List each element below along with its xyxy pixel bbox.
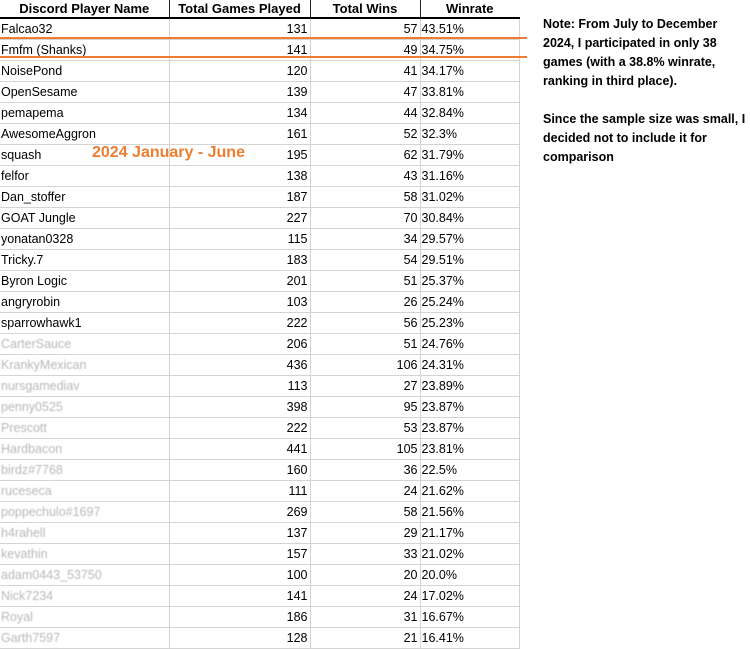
cell-winrate[interactable]: 20.0%	[420, 565, 519, 586]
cell-winrate[interactable]: 31.16%	[420, 166, 519, 187]
cell-total-wins[interactable]: 26	[310, 292, 420, 313]
table-row	[0, 334, 519, 355]
cell-player-name[interactable]: Hardbacon	[0, 439, 169, 460]
header-row	[0, 0, 519, 18]
cell-winrate[interactable]: 30.84%	[420, 208, 519, 229]
cell-player-name[interactable]: felfor	[0, 166, 169, 187]
cell-total-games[interactable]: 186	[169, 607, 310, 628]
note-paragraph-1: Note: From July to December 2024, I participated in only 38 games (with a 38.8% winrate, ranking in third place).	[543, 17, 718, 88]
cell-winrate[interactable]: 25.37%	[420, 271, 519, 292]
table-row	[0, 523, 519, 544]
cell-player-name[interactable]: yonatan0328	[0, 229, 169, 250]
table-row	[0, 565, 519, 586]
cell-player-name[interactable]: penny0525	[0, 397, 169, 418]
header-total-games[interactable]: Total Games Played	[169, 0, 310, 18]
table-row	[0, 271, 519, 292]
cell-total-wins[interactable]: 49	[310, 40, 420, 61]
cell-total-games[interactable]: 222	[169, 313, 310, 334]
cell-total-games[interactable]: 157	[169, 544, 310, 565]
cell-total-games[interactable]: 138	[169, 166, 310, 187]
cell-player-name[interactable]: Tricky.7	[0, 250, 169, 271]
cell-total-wins[interactable]: 51	[310, 271, 420, 292]
note-paragraph-2: Since the sample size was small, I decided not to include it for comparison	[543, 112, 746, 164]
cell-winrate[interactable]: 16.41%	[420, 628, 519, 649]
side-note	[543, 15, 748, 186]
table-row	[0, 355, 519, 376]
cell-winrate[interactable]: 21.17%	[420, 523, 519, 544]
cell-winrate[interactable]: 31.02%	[420, 187, 519, 208]
table-row	[0, 292, 519, 313]
cell-player-name[interactable]: GOAT Jungle	[0, 208, 169, 229]
cell-total-games[interactable]: 441	[169, 439, 310, 460]
cell-total-games[interactable]: 128	[169, 628, 310, 649]
cell-total-wins[interactable]: 20	[310, 565, 420, 586]
table-row	[0, 61, 519, 82]
cell-winrate[interactable]: 34.17%	[420, 61, 519, 82]
table-row	[0, 82, 519, 103]
cell-player-name[interactable]: angryrobin	[0, 292, 169, 313]
table-row	[0, 313, 519, 334]
cell-winrate[interactable]: 25.23%	[420, 313, 519, 334]
cell-winrate[interactable]: 21.56%	[420, 502, 519, 523]
cell-winrate[interactable]: 21.02%	[420, 544, 519, 565]
cell-winrate[interactable]: 16.67%	[420, 607, 519, 628]
cell-total-wins[interactable]: 44	[310, 103, 420, 124]
cell-player-name[interactable]: OpenSesame	[0, 82, 169, 103]
header-winrate[interactable]: Winrate	[420, 0, 519, 18]
cell-total-games[interactable]: 131	[169, 18, 310, 40]
cell-player-name[interactable]: adam0443_53750	[0, 565, 169, 586]
cell-player-name[interactable]: ruceseca	[0, 481, 169, 502]
cell-total-wins[interactable]: 43	[310, 166, 420, 187]
cell-total-wins[interactable]: 21	[310, 628, 420, 649]
table-row	[0, 145, 519, 166]
table-row	[0, 187, 519, 208]
table-row	[0, 124, 519, 145]
cell-player-name[interactable]: h4rahell	[0, 523, 169, 544]
table-row	[0, 586, 519, 607]
cell-winrate[interactable]: 24.76%	[420, 334, 519, 355]
cell-winrate[interactable]: 32.84%	[420, 103, 519, 124]
cell-player-name[interactable]: AwesomeAggron	[0, 124, 169, 145]
table-row	[0, 103, 519, 124]
cell-total-games[interactable]: 201	[169, 271, 310, 292]
cell-total-games[interactable]: 222	[169, 418, 310, 439]
cell-player-name[interactable]: nursgamediav	[0, 376, 169, 397]
cell-total-games[interactable]: 111	[169, 481, 310, 502]
header-total-wins[interactable]: Total Wins	[310, 0, 420, 18]
cell-total-wins[interactable]: 27	[310, 376, 420, 397]
cell-total-wins[interactable]: 58	[310, 187, 420, 208]
cell-winrate[interactable]: 17.02%	[420, 586, 519, 607]
cell-player-name[interactable]: Byron Logic	[0, 271, 169, 292]
cell-player-name[interactable]: Prescott	[0, 418, 169, 439]
cell-winrate[interactable]: 29.51%	[420, 250, 519, 271]
cell-player-name[interactable]: CarterSauce	[0, 334, 169, 355]
cell-player-name[interactable]: Royal	[0, 607, 169, 628]
cell-total-games[interactable]: 137	[169, 523, 310, 544]
cell-winrate[interactable]: 32.3%	[420, 124, 519, 145]
cell-winrate[interactable]: 25.24%	[420, 292, 519, 313]
table-row	[0, 40, 519, 61]
cell-winrate[interactable]: 33.81%	[420, 82, 519, 103]
cell-total-wins[interactable]: 51	[310, 334, 420, 355]
cell-total-wins[interactable]: 47	[310, 82, 420, 103]
cell-winrate[interactable]: 34.75%	[420, 40, 519, 61]
table-row	[0, 607, 519, 628]
cell-total-wins[interactable]: 57	[310, 18, 420, 40]
cell-player-name[interactable]: Dan_stoffer	[0, 187, 169, 208]
cell-total-wins[interactable]: 24	[310, 481, 420, 502]
cell-total-games[interactable]: 269	[169, 502, 310, 523]
cell-winrate[interactable]: 31.79%	[420, 145, 519, 166]
cell-total-games[interactable]: 120	[169, 61, 310, 82]
cell-total-wins[interactable]: 36	[310, 460, 420, 481]
table-row	[0, 397, 519, 418]
cell-player-name[interactable]: Garth7597	[0, 628, 169, 649]
cell-player-name[interactable]: Falcao32	[0, 18, 169, 40]
cell-player-name[interactable]: squash	[0, 145, 169, 166]
cell-total-games[interactable]: 100	[169, 565, 310, 586]
cell-total-wins[interactable]: 53	[310, 418, 420, 439]
table-row	[0, 418, 519, 439]
cell-total-games[interactable]: 160	[169, 460, 310, 481]
cell-player-name[interactable]: poppechulo#1697	[0, 502, 169, 523]
cell-player-name[interactable]: NoisePond	[0, 61, 169, 82]
cell-player-name[interactable]: sparrowhawk1	[0, 313, 169, 334]
cell-total-wins[interactable]: 29	[310, 523, 420, 544]
cell-winrate[interactable]: 21.62%	[420, 481, 519, 502]
cell-player-name[interactable]: Fmfm (Shanks)	[0, 40, 169, 61]
table-row	[0, 628, 519, 649]
cell-player-name[interactable]: KrankyMexican	[0, 355, 169, 376]
table-row	[0, 18, 519, 40]
header-player-name[interactable]: Discord Player Name	[0, 0, 169, 18]
cell-total-wins[interactable]: 54	[310, 250, 420, 271]
cell-total-games[interactable]: 187	[169, 187, 310, 208]
cell-winrate[interactable]: 23.87%	[420, 397, 519, 418]
cell-winrate[interactable]: 29.57%	[420, 229, 519, 250]
cell-total-wins[interactable]: 106	[310, 355, 420, 376]
table-row	[0, 502, 519, 523]
cell-total-games[interactable]: 206	[169, 334, 310, 355]
cell-winrate[interactable]: 43.51%	[420, 18, 519, 40]
cell-total-wins[interactable]: 58	[310, 502, 420, 523]
cell-total-games[interactable]: 141	[169, 40, 310, 61]
table-row	[0, 250, 519, 271]
period-label: 2024 January - June	[92, 144, 245, 161]
cell-total-games[interactable]: 103	[169, 292, 310, 313]
cell-total-wins[interactable]: 70	[310, 208, 420, 229]
cell-player-name[interactable]: birdz#7768	[0, 460, 169, 481]
table-row	[0, 376, 519, 397]
cell-total-games[interactable]: 113	[169, 376, 310, 397]
cell-player-name[interactable]: kevathin	[0, 544, 169, 565]
cell-total-wins[interactable]: 34	[310, 229, 420, 250]
cell-total-wins[interactable]: 41	[310, 61, 420, 82]
cell-total-games[interactable]: 398	[169, 397, 310, 418]
cell-total-wins[interactable]: 95	[310, 397, 420, 418]
cell-total-wins[interactable]: 31	[310, 607, 420, 628]
table-row	[0, 460, 519, 481]
table-row	[0, 229, 519, 250]
cell-total-games[interactable]: 134	[169, 103, 310, 124]
table-row	[0, 208, 519, 229]
cell-player-name[interactable]: pemapema	[0, 103, 169, 124]
cell-player-name[interactable]: Nick7234	[0, 586, 169, 607]
cell-total-games[interactable]: 139	[169, 82, 310, 103]
cell-total-wins[interactable]: 33	[310, 544, 420, 565]
table-row	[0, 481, 519, 502]
cell-total-games[interactable]: 141	[169, 586, 310, 607]
cell-total-games[interactable]: 161	[169, 124, 310, 145]
cell-total-wins[interactable]: 56	[310, 313, 420, 334]
table-row	[0, 166, 519, 187]
cell-total-games[interactable]: 115	[169, 229, 310, 250]
cell-total-games[interactable]: 436	[169, 355, 310, 376]
cell-winrate[interactable]: 22.5%	[420, 460, 519, 481]
cell-winrate[interactable]: 24.31%	[420, 355, 519, 376]
table-row	[0, 544, 519, 565]
cell-total-wins[interactable]: 105	[310, 439, 420, 460]
cell-total-games[interactable]: 195	[169, 145, 310, 166]
table-row	[0, 439, 519, 460]
cell-total-games[interactable]: 183	[169, 250, 310, 271]
cell-total-wins[interactable]: 52	[310, 124, 420, 145]
cell-total-wins[interactable]: 62	[310, 145, 420, 166]
cell-winrate[interactable]: 23.89%	[420, 376, 519, 397]
cell-total-games[interactable]: 227	[169, 208, 310, 229]
cell-winrate[interactable]: 23.81%	[420, 439, 519, 460]
cell-total-wins[interactable]: 24	[310, 586, 420, 607]
cell-winrate[interactable]: 23.87%	[420, 418, 519, 439]
